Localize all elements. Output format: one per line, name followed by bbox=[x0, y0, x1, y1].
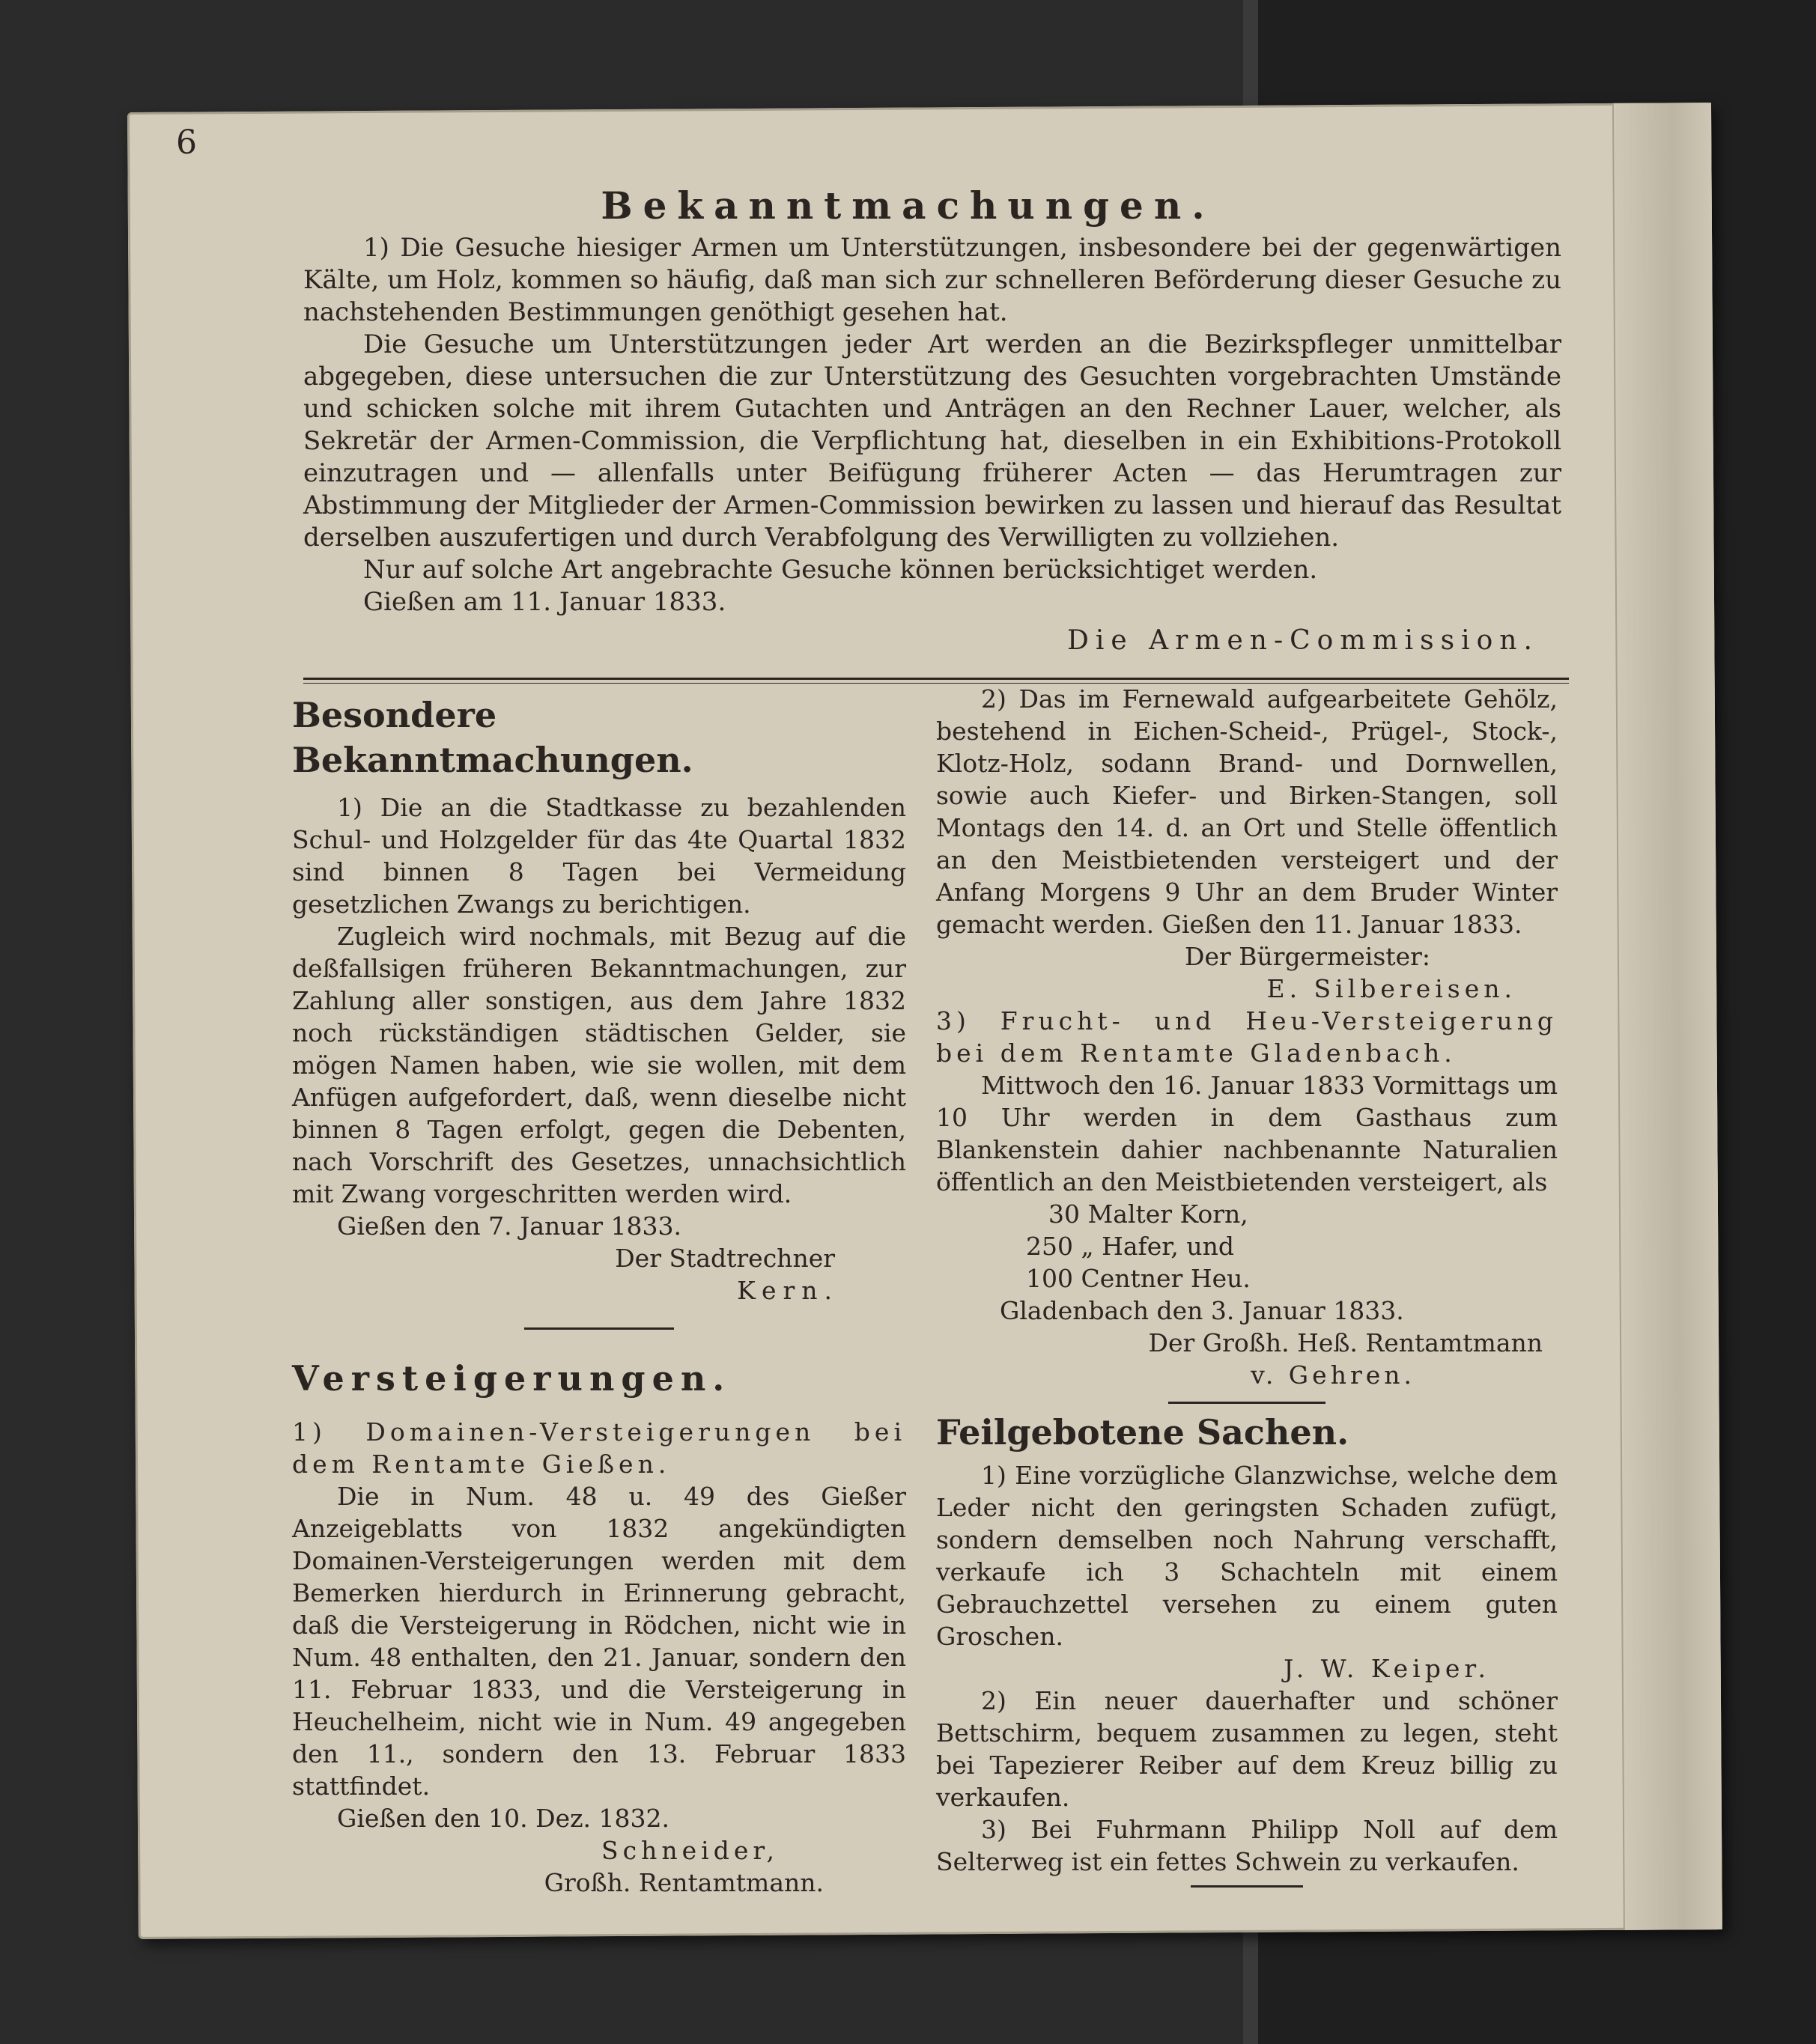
frucht-signature-name: v. Gehren. bbox=[1251, 1360, 1415, 1390]
frucht-item-hafer: 250 „ Hafer, und bbox=[1026, 1232, 1235, 1261]
frucht-heading: 3) Frucht- und Heu-Versteigerung bei dem Rentamte Gladenbach. bbox=[936, 1006, 1558, 1068]
page-number: 6 bbox=[176, 124, 197, 162]
divider-end bbox=[1191, 1885, 1303, 1888]
holz-signature-name: E. Silbereisen. bbox=[1266, 974, 1516, 1003]
divider-short-right bbox=[1168, 1402, 1325, 1404]
armen-paragraph-3: Nur auf solche Art angebrachte Gesuche können berücksichtiget werden. bbox=[363, 555, 1318, 585]
frucht-item-korn: 30 Malter Korn, bbox=[1048, 1199, 1248, 1229]
right-column bbox=[936, 683, 1558, 1888]
besondere-heading: Besondere Bekanntmachungen. bbox=[292, 695, 693, 780]
frucht-signature-title: Der Großh. Heß. Rentamtmann bbox=[1148, 1328, 1543, 1357]
besondere-signature-title: Der Stadtrechner bbox=[615, 1244, 835, 1273]
armen-paragraph-2: Die Gesuche um Unterstützungen jeder Art werden an die Bezirkspfleger unmittelbar abgegeben, diese untersuchen die zur Unterstützung des Gesuchten vorgebrachten Umstände und schicken solche mit ihrem Gutachten und Anträgen an den Rechner Lauer, welcher, als Sekretär der Armen-Commission, die Verpflichtung hat, dieselben in ein Exhibitions-Protokoll einzutragen und — allenfalls unter Beifügung früherer Acten — das Herumtragen zur Abstimmung der Mitglieder der Armen-Commission bewirken zu lassen und hierauf das Resultat derselben auszufertigen und durch Verabfolgung des Verwilligten zu vollziehen. bbox=[303, 329, 1561, 553]
page-spine bbox=[1612, 103, 1722, 1930]
left-column bbox=[292, 693, 906, 1899]
main-heading: Bekanntmachungen. bbox=[601, 183, 1215, 228]
feil-heading: Feilgebotene Sachen. bbox=[936, 1412, 1349, 1453]
feil-paragraph-1: 1) Eine vorzügliche Glanzwichse, welche dem Leder nicht den geringsten Schaden zufügt, sondern demselben noch Nahrung verschafft, verkaufe ich 3 Schachteln mit einem Gebrauchzettel versehen zu einem guten Groschen. bbox=[936, 1461, 1558, 1651]
divider-short bbox=[524, 1327, 674, 1330]
versteigerungen-signature-name: Schneider, bbox=[601, 1836, 779, 1865]
armen-signature: Die Armen-Commission. bbox=[1067, 625, 1539, 656]
versteigerungen-date: Gießen den 10. Dez. 1832. bbox=[337, 1804, 669, 1833]
versteigerungen-paragraph: Die in Num. 48 u. 49 des Gießer Anzeigeblatts von 1832 angekündigten Domainen-Versteigerungen werden mit dem Bemerken hierdurch in Erinnerung gebracht, daß die Versteigerung in Rödchen, nicht wie in Num. 48 enthalten, den 21. Januar, sondern den 11. Februar 1833, und die Versteigerung in Heuchelheim, nicht wie in Num. 49 angegeben den 11., sondern den 13. Februar 1833 stattfindet. bbox=[292, 1482, 906, 1801]
armen-paragraph-1: 1) Die Gesuche hiesiger Armen um Unterstützungen, insbesondere bei der gegenwärtigen Kälte, um Holz, kommen so häufig, daß man sich zur schnelleren Beförderung dieser Gesuche zu nachstehenden Bestimmungen genöthigt gesehen hat. bbox=[303, 233, 1561, 327]
besondere-paragraph-1: 1) Die an die Stadtkasse zu bezahlenden Schul- und Holzgelder für das 4te Quartal 1832 sind binnen 8 Tagen bei Vermeidung gesetzlichen Zwangs zu berichtigen. bbox=[292, 793, 906, 919]
versteigerungen-heading: Versteigerungen. bbox=[292, 1358, 732, 1399]
section-divider bbox=[303, 678, 1569, 680]
holz-signature-title: Der Bürgermeister: bbox=[1185, 942, 1430, 971]
besondere-date: Gießen den 7. Januar 1833. bbox=[337, 1211, 681, 1241]
feil-signature: J. W. Keiper. bbox=[1284, 1654, 1490, 1683]
versteigerungen-signature-title: Großh. Rentamtmann. bbox=[544, 1868, 824, 1897]
holz-paragraph: 2) Das im Fernewald aufgearbeitete Gehölz, bestehend in Eichen-Scheid-, Prügel-, Stock-, Klotz-Holz, sodann Brand- und Dornwellen, sowie auch Kiefer- und Birken-Stangen, soll Montags den 14. d. an Ort und Stelle öffentlich an den Meistbietenden versteigert und der Anfang Morgens 9 Uhr an dem Bruder Winter gemacht werden. Gießen den 11. Januar 1833. bbox=[936, 684, 1558, 939]
armen-date: Gießen am 11. Januar 1833. bbox=[363, 587, 726, 617]
versteigerungen-subheading: 1) Domainen-Versteigerungen bei dem Rentamte Gießen. bbox=[292, 1417, 906, 1479]
frucht-item-heu: 100 Centner Heu. bbox=[1026, 1264, 1251, 1293]
besondere-paragraph-2: Zugleich wird nochmals, mit Bezug auf die deßfallsigen früheren Bekanntmachungen, zur Zahlung aller sonstigen, aus dem Jahre 1832 noch rückständigen städtischen Gelder, sie mögen Namen haben, wie sie wollen, mit dem Anfügen aufgefordert, daß, wenn dieselbe nicht binnen 8 Tagen erfolgt, gegen die Debenten, nach Vorschrift des Gesetzes, unnachsichtlich mit Zwang vorgeschritten werden wird. bbox=[292, 922, 906, 1208]
besondere-signature-name: Kern. bbox=[737, 1276, 839, 1305]
feil-paragraph-2: 2) Ein neuer dauerhafter und schöner Bettschirm, bequem zusammen zu legen, steht bei Tapezierer Reiber auf dem Kreuz billig zu verkaufen. bbox=[936, 1686, 1558, 1812]
feil-paragraph-3: 3) Bei Fuhrmann Philipp Noll auf dem Selterweg ist ein fettes Schwein zu verkaufen. bbox=[936, 1815, 1558, 1876]
armen-notice bbox=[303, 232, 1561, 618]
frucht-date: Gladenbach den 3. Januar 1833. bbox=[1000, 1296, 1404, 1325]
frucht-paragraph: Mittwoch den 16. Januar 1833 Vormittags um 10 Uhr werden in dem Gasthaus zum Blankenstein dahier nachbenannte Naturalien öffentlich an den Meistbietenden versteigert, als bbox=[936, 1071, 1558, 1196]
